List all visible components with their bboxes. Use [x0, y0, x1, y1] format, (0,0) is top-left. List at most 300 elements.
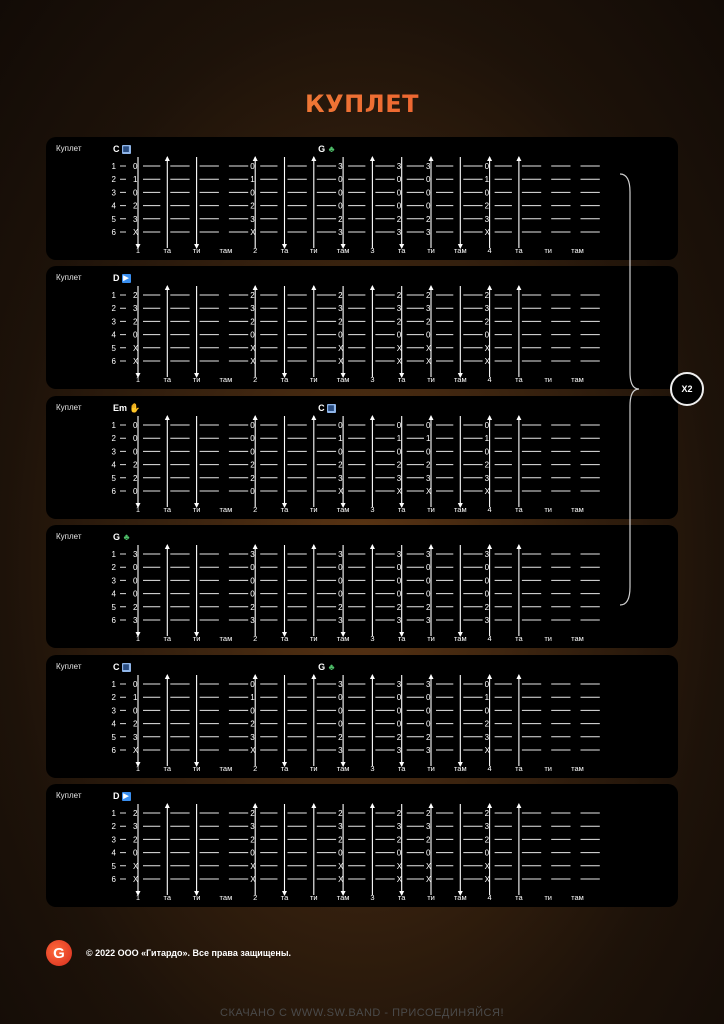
arrow-head-icon — [516, 156, 521, 161]
fret-number: 0 — [250, 706, 255, 716]
count-label: ти — [427, 246, 435, 255]
count-label: ти — [192, 634, 201, 643]
fret-number: X — [484, 343, 490, 353]
count-label: та — [280, 893, 289, 902]
count-label: 2 — [253, 893, 258, 902]
fret-number: 2 — [338, 809, 343, 818]
arrow-head-icon — [311, 285, 316, 290]
fret-number: 2 — [338, 291, 343, 300]
fret-number: 3 — [484, 214, 490, 224]
fret-number: 3 — [338, 162, 343, 171]
fret-number: 3 — [133, 304, 138, 314]
count-label: та — [515, 634, 523, 643]
fret-number: 0 — [338, 188, 343, 198]
fret-number: 3 — [250, 822, 255, 832]
count-label: та — [163, 375, 172, 384]
fret-number: 2 — [426, 460, 431, 470]
fret-number: 2 — [250, 201, 255, 211]
fret-number: 3 — [484, 732, 490, 742]
keys-icon: ▦ — [327, 404, 335, 412]
chord-name: G — [318, 144, 326, 154]
fret-number: 0 — [250, 589, 255, 599]
fret-number: 0 — [133, 576, 138, 586]
fret-number: 2 — [250, 460, 255, 470]
fret-number: X — [133, 875, 139, 884]
fret-number: 0 — [338, 330, 343, 340]
panel-label: Куплет — [56, 273, 82, 282]
tab-staff — [46, 784, 678, 907]
download-watermark: СКАЧАНО С WWW.SW.BAND - ПРИСОЕДИНЯЙСЯ! — [220, 1007, 504, 1019]
keys-icon: ▦ — [122, 663, 130, 671]
fret-number: 0 — [133, 680, 138, 689]
count-label: 1 — [135, 375, 141, 384]
fret-number: 0 — [396, 706, 402, 716]
fret-number: 0 — [484, 680, 490, 689]
fret-number: 0 — [484, 848, 490, 858]
tab-panel — [46, 784, 678, 907]
count-label: 4 — [487, 375, 492, 384]
fret-number: 3 — [338, 228, 343, 237]
fret-number: 2 — [250, 602, 255, 612]
count-label: ти — [309, 505, 318, 514]
fret-number: 2 — [250, 473, 255, 483]
fret-number: 0 — [338, 719, 343, 729]
fret-number: 0 — [338, 589, 343, 599]
count-label: та — [515, 246, 523, 255]
count-label: там — [571, 764, 584, 773]
fret-number: X — [484, 487, 490, 496]
panel-label: Куплет — [56, 532, 82, 541]
fret-number: 2 — [133, 719, 138, 729]
count-label: та — [163, 505, 172, 514]
arrow-head-icon — [370, 674, 375, 679]
chord-name: D — [113, 791, 120, 801]
fret-number: 0 — [484, 576, 490, 586]
arrow-head-icon — [516, 803, 521, 808]
fret-number: 2 — [396, 460, 402, 470]
count-label: ти — [309, 634, 318, 643]
fret-number: 3 — [250, 304, 255, 314]
count-label: ти — [192, 246, 201, 255]
plant-icon: ♣ — [123, 531, 130, 542]
count-label: та — [397, 764, 406, 773]
count-label: та — [163, 634, 172, 643]
fret-number: 1 — [396, 434, 402, 444]
fret-number: 0 — [250, 848, 255, 858]
fret-number: 0 — [396, 848, 402, 858]
count-label: ти — [192, 505, 201, 514]
fret-number: 0 — [426, 175, 431, 185]
count-label: та — [397, 375, 406, 384]
gitardo-logo-icon: G — [46, 940, 72, 966]
string-number: 1 — [111, 421, 116, 430]
arrow-head-icon — [429, 415, 434, 420]
fret-number: 3 — [250, 616, 255, 625]
count-label: та — [515, 764, 523, 773]
count-label: ти — [192, 764, 201, 773]
footer — [46, 940, 291, 966]
count-label: там — [571, 893, 584, 902]
fret-number: 0 — [338, 201, 343, 211]
string-number: 2 — [111, 434, 116, 444]
string-number: 3 — [111, 188, 116, 198]
fret-number: 3 — [484, 550, 490, 559]
arrow-head-icon — [429, 803, 434, 808]
fret-number: X — [250, 228, 256, 237]
fret-number: 3 — [338, 473, 343, 483]
string-number: 5 — [111, 473, 116, 483]
arrow-head-icon — [516, 285, 521, 290]
count-label: ти — [192, 375, 201, 384]
fret-number: X — [484, 746, 490, 755]
string-number: 1 — [111, 550, 116, 559]
count-label: ти — [427, 505, 435, 514]
string-number: 2 — [111, 175, 116, 185]
count-label: ти — [309, 764, 318, 773]
count-label: там — [219, 764, 233, 773]
count-label: ти — [427, 764, 435, 773]
chord-name: C — [113, 662, 120, 672]
fret-number: X — [484, 875, 490, 884]
count-label: та — [515, 505, 523, 514]
fret-number: 3 — [338, 550, 343, 559]
fret-number: X — [133, 861, 139, 871]
fret-number: X — [426, 875, 432, 884]
count-label: 4 — [487, 246, 492, 255]
count-label: там — [453, 893, 467, 902]
fret-number: 3 — [338, 822, 343, 832]
fret-number: 2 — [484, 809, 490, 818]
fret-number: 3 — [338, 746, 343, 755]
count-label: ти — [309, 246, 318, 255]
fret-number: 0 — [250, 162, 255, 171]
count-label: там — [219, 246, 233, 255]
count-label: 1 — [135, 246, 141, 255]
fret-number: 2 — [426, 809, 431, 818]
fret-number: 1 — [484, 693, 490, 703]
count-label: там — [336, 764, 350, 773]
fret-number: 3 — [396, 680, 402, 689]
fret-number: 3 — [133, 732, 138, 742]
arrow-head-icon — [370, 803, 375, 808]
fret-number: X — [426, 343, 432, 353]
fret-number: 0 — [250, 421, 255, 430]
arrow-head-icon — [165, 544, 170, 549]
fret-number: 0 — [133, 563, 138, 573]
fret-number: 3 — [484, 473, 490, 483]
fret-number: 3 — [396, 304, 402, 314]
arrow-head-icon — [429, 674, 434, 679]
chord-name: C — [113, 144, 120, 154]
fret-number: X — [426, 487, 432, 496]
count-label: там — [336, 893, 350, 902]
count-label: ти — [309, 375, 318, 384]
fret-number: 0 — [338, 576, 343, 586]
panel-label: Куплет — [56, 403, 82, 412]
fret-number: 3 — [133, 550, 138, 559]
count-label: та — [280, 505, 289, 514]
chord-name: D — [113, 273, 120, 283]
fret-number: 0 — [338, 175, 343, 185]
fret-number: X — [426, 861, 432, 871]
fret-number: 0 — [133, 188, 138, 198]
count-label: там — [219, 505, 233, 514]
string-number: 1 — [111, 162, 116, 171]
fret-number: 0 — [484, 188, 490, 198]
fret-number: 2 — [338, 317, 343, 327]
fret-number: 3 — [396, 550, 402, 559]
count-label: 2 — [253, 375, 258, 384]
string-number: 6 — [111, 875, 116, 884]
count-label: та — [280, 764, 289, 773]
fret-number: 2 — [250, 719, 255, 729]
fret-number: X — [338, 357, 344, 366]
count-label: там — [219, 893, 233, 902]
count-label: там — [336, 505, 350, 514]
count-label: там — [571, 375, 584, 384]
arrow-head-icon — [370, 415, 375, 420]
fret-number: X — [133, 343, 139, 353]
fret-number: X — [133, 746, 139, 755]
count-label: 1 — [135, 764, 141, 773]
tab-panel — [46, 525, 678, 648]
arrow-head-icon — [370, 285, 375, 290]
fret-number: 2 — [133, 473, 138, 483]
fret-number: 0 — [338, 693, 343, 703]
fret-number: 3 — [338, 616, 343, 625]
tab-panel — [46, 137, 678, 260]
arrow-head-icon — [487, 674, 492, 679]
count-label: ти — [192, 893, 201, 902]
count-label: ти — [544, 764, 553, 773]
fret-number: 0 — [396, 201, 402, 211]
count-label: там — [453, 764, 467, 773]
fret-number: 0 — [133, 434, 138, 444]
fret-number: 0 — [396, 447, 402, 457]
fret-number: 0 — [396, 330, 402, 340]
fret-number: 3 — [338, 680, 343, 689]
count-label: 1 — [135, 634, 141, 643]
arrow-head-icon — [487, 285, 492, 290]
count-label: та — [397, 246, 406, 255]
fret-number: 3 — [396, 746, 402, 755]
fret-number: 3 — [396, 822, 402, 832]
fret-number: 0 — [250, 487, 255, 496]
string-number: 4 — [111, 201, 116, 211]
count-label: там — [453, 375, 467, 384]
fret-number: 0 — [484, 447, 490, 457]
fret-number: 1 — [426, 434, 431, 444]
fret-number: 0 — [338, 421, 343, 430]
fret-number: 0 — [338, 706, 343, 716]
arrow-head-icon — [487, 415, 492, 420]
arrow-head-icon — [370, 544, 375, 549]
fret-number: 2 — [484, 460, 490, 470]
fret-number: 3 — [250, 550, 255, 559]
count-label: ти — [544, 893, 553, 902]
fret-number: 2 — [396, 214, 402, 224]
chord-name: G — [318, 662, 326, 672]
string-number: 3 — [111, 576, 116, 586]
fret-number: 2 — [426, 732, 431, 742]
count-label: там — [336, 375, 350, 384]
fret-number: 2 — [133, 460, 138, 470]
count-label: ти — [544, 246, 553, 255]
fret-number: 0 — [484, 563, 490, 573]
count-label: ти — [544, 634, 553, 643]
fret-number: 1 — [250, 693, 255, 703]
string-number: 2 — [111, 304, 116, 314]
panel-label: Куплет — [56, 662, 82, 671]
fret-number: 0 — [426, 719, 431, 729]
chord-name: G — [113, 532, 121, 542]
fret-number: X — [338, 487, 344, 496]
fret-number: 0 — [396, 719, 402, 729]
arrow-head-icon — [253, 674, 258, 679]
count-label: ти — [544, 505, 553, 514]
count-label: 4 — [487, 634, 492, 643]
count-label: ти — [309, 893, 318, 902]
fret-number: 0 — [133, 421, 138, 430]
fret-number: 2 — [338, 835, 343, 845]
fret-number: 0 — [396, 693, 402, 703]
arrow-head-icon — [311, 544, 316, 549]
panel-label: Куплет — [56, 144, 82, 153]
fret-number: 3 — [133, 822, 138, 832]
panel-label: Куплет — [56, 791, 82, 800]
count-label: там — [219, 634, 233, 643]
fret-number: 2 — [396, 602, 402, 612]
fret-number: X — [484, 861, 490, 871]
fret-number: 0 — [484, 589, 490, 599]
fret-number: 0 — [484, 162, 490, 171]
count-label: 2 — [253, 634, 258, 643]
count-label: 3 — [370, 375, 375, 384]
count-label: та — [515, 375, 523, 384]
count-label: 4 — [487, 505, 492, 514]
fret-number: 3 — [426, 680, 431, 689]
string-number: 6 — [111, 746, 116, 755]
fret-number: 0 — [133, 487, 138, 496]
string-number: 2 — [111, 563, 116, 573]
string-number: 4 — [111, 848, 116, 858]
fret-number: X — [250, 875, 256, 884]
count-label: ти — [427, 893, 435, 902]
string-number: 4 — [111, 460, 116, 470]
fret-number: 0 — [250, 680, 255, 689]
chord-name: C — [318, 403, 325, 413]
fret-number: 0 — [426, 201, 431, 211]
string-number: 6 — [111, 357, 116, 366]
count-label: 2 — [253, 764, 258, 773]
fret-number: 0 — [133, 330, 138, 340]
fret-number: 0 — [396, 188, 402, 198]
fret-number: X — [484, 357, 490, 366]
fret-number: 2 — [396, 291, 402, 300]
count-label: та — [397, 893, 406, 902]
arrow-head-icon — [253, 544, 258, 549]
play-icon: ▶ — [123, 274, 129, 282]
string-number: 5 — [111, 861, 116, 871]
arrow-head-icon — [370, 156, 375, 161]
fret-number: 2 — [133, 809, 138, 818]
fret-number: X — [396, 487, 403, 496]
count-label: ти — [427, 375, 435, 384]
fret-number: 0 — [426, 706, 431, 716]
count-label: 2 — [253, 246, 258, 255]
fret-number: 2 — [338, 460, 343, 470]
fret-number: 3 — [426, 228, 431, 237]
fret-number: 2 — [396, 317, 402, 327]
string-number: 5 — [111, 343, 116, 353]
count-label: та — [397, 505, 406, 514]
count-label: там — [571, 505, 584, 514]
fret-number: 0 — [250, 563, 255, 573]
count-label: там — [453, 634, 467, 643]
count-label: ти — [544, 375, 553, 384]
string-number: 1 — [111, 809, 116, 818]
fret-number: 2 — [338, 732, 343, 742]
arrow-head-icon — [516, 544, 521, 549]
fret-number: 2 — [484, 835, 490, 845]
fret-number: 0 — [133, 447, 138, 457]
tab-staff — [46, 396, 678, 519]
arrow-head-icon — [165, 415, 170, 420]
count-label: там — [336, 634, 350, 643]
count-label: там — [453, 505, 467, 514]
count-label: 3 — [370, 893, 375, 902]
fret-number: 2 — [426, 602, 431, 612]
fret-number: 3 — [426, 473, 431, 483]
count-label: 1 — [135, 505, 141, 514]
fret-number: 3 — [396, 162, 402, 171]
fret-number: X — [484, 228, 490, 237]
fret-number: 0 — [133, 706, 138, 716]
fret-number: 3 — [484, 822, 490, 832]
fret-number: X — [250, 357, 256, 366]
plant-icon: ♣ — [328, 143, 335, 154]
count-label: та — [163, 764, 172, 773]
tab-panel — [46, 266, 678, 389]
fret-number: 2 — [484, 719, 490, 729]
arrow-head-icon — [516, 415, 521, 420]
fret-number: 3 — [396, 473, 402, 483]
fret-number: 0 — [484, 706, 490, 716]
string-number: 6 — [111, 487, 116, 496]
fret-number: X — [338, 861, 344, 871]
fret-number: 3 — [250, 214, 255, 224]
fret-number: 2 — [426, 214, 431, 224]
fret-number: 0 — [250, 576, 255, 586]
fret-number: 3 — [426, 550, 431, 559]
string-number: 4 — [111, 589, 116, 599]
count-label: 3 — [370, 634, 375, 643]
count-label: та — [280, 246, 289, 255]
fret-number: X — [396, 343, 403, 353]
arrow-head-icon — [487, 544, 492, 549]
fret-number: 3 — [426, 616, 431, 625]
arrow-head-icon — [311, 415, 316, 420]
string-number: 3 — [111, 317, 116, 327]
string-number: 1 — [111, 680, 116, 689]
tab-panel — [46, 655, 678, 778]
count-label: та — [163, 246, 172, 255]
fret-number: 0 — [250, 188, 255, 198]
fret-number: 2 — [426, 291, 431, 300]
fret-number: 1 — [338, 434, 343, 444]
fret-number: 1 — [133, 693, 138, 703]
string-number: 6 — [111, 228, 116, 237]
